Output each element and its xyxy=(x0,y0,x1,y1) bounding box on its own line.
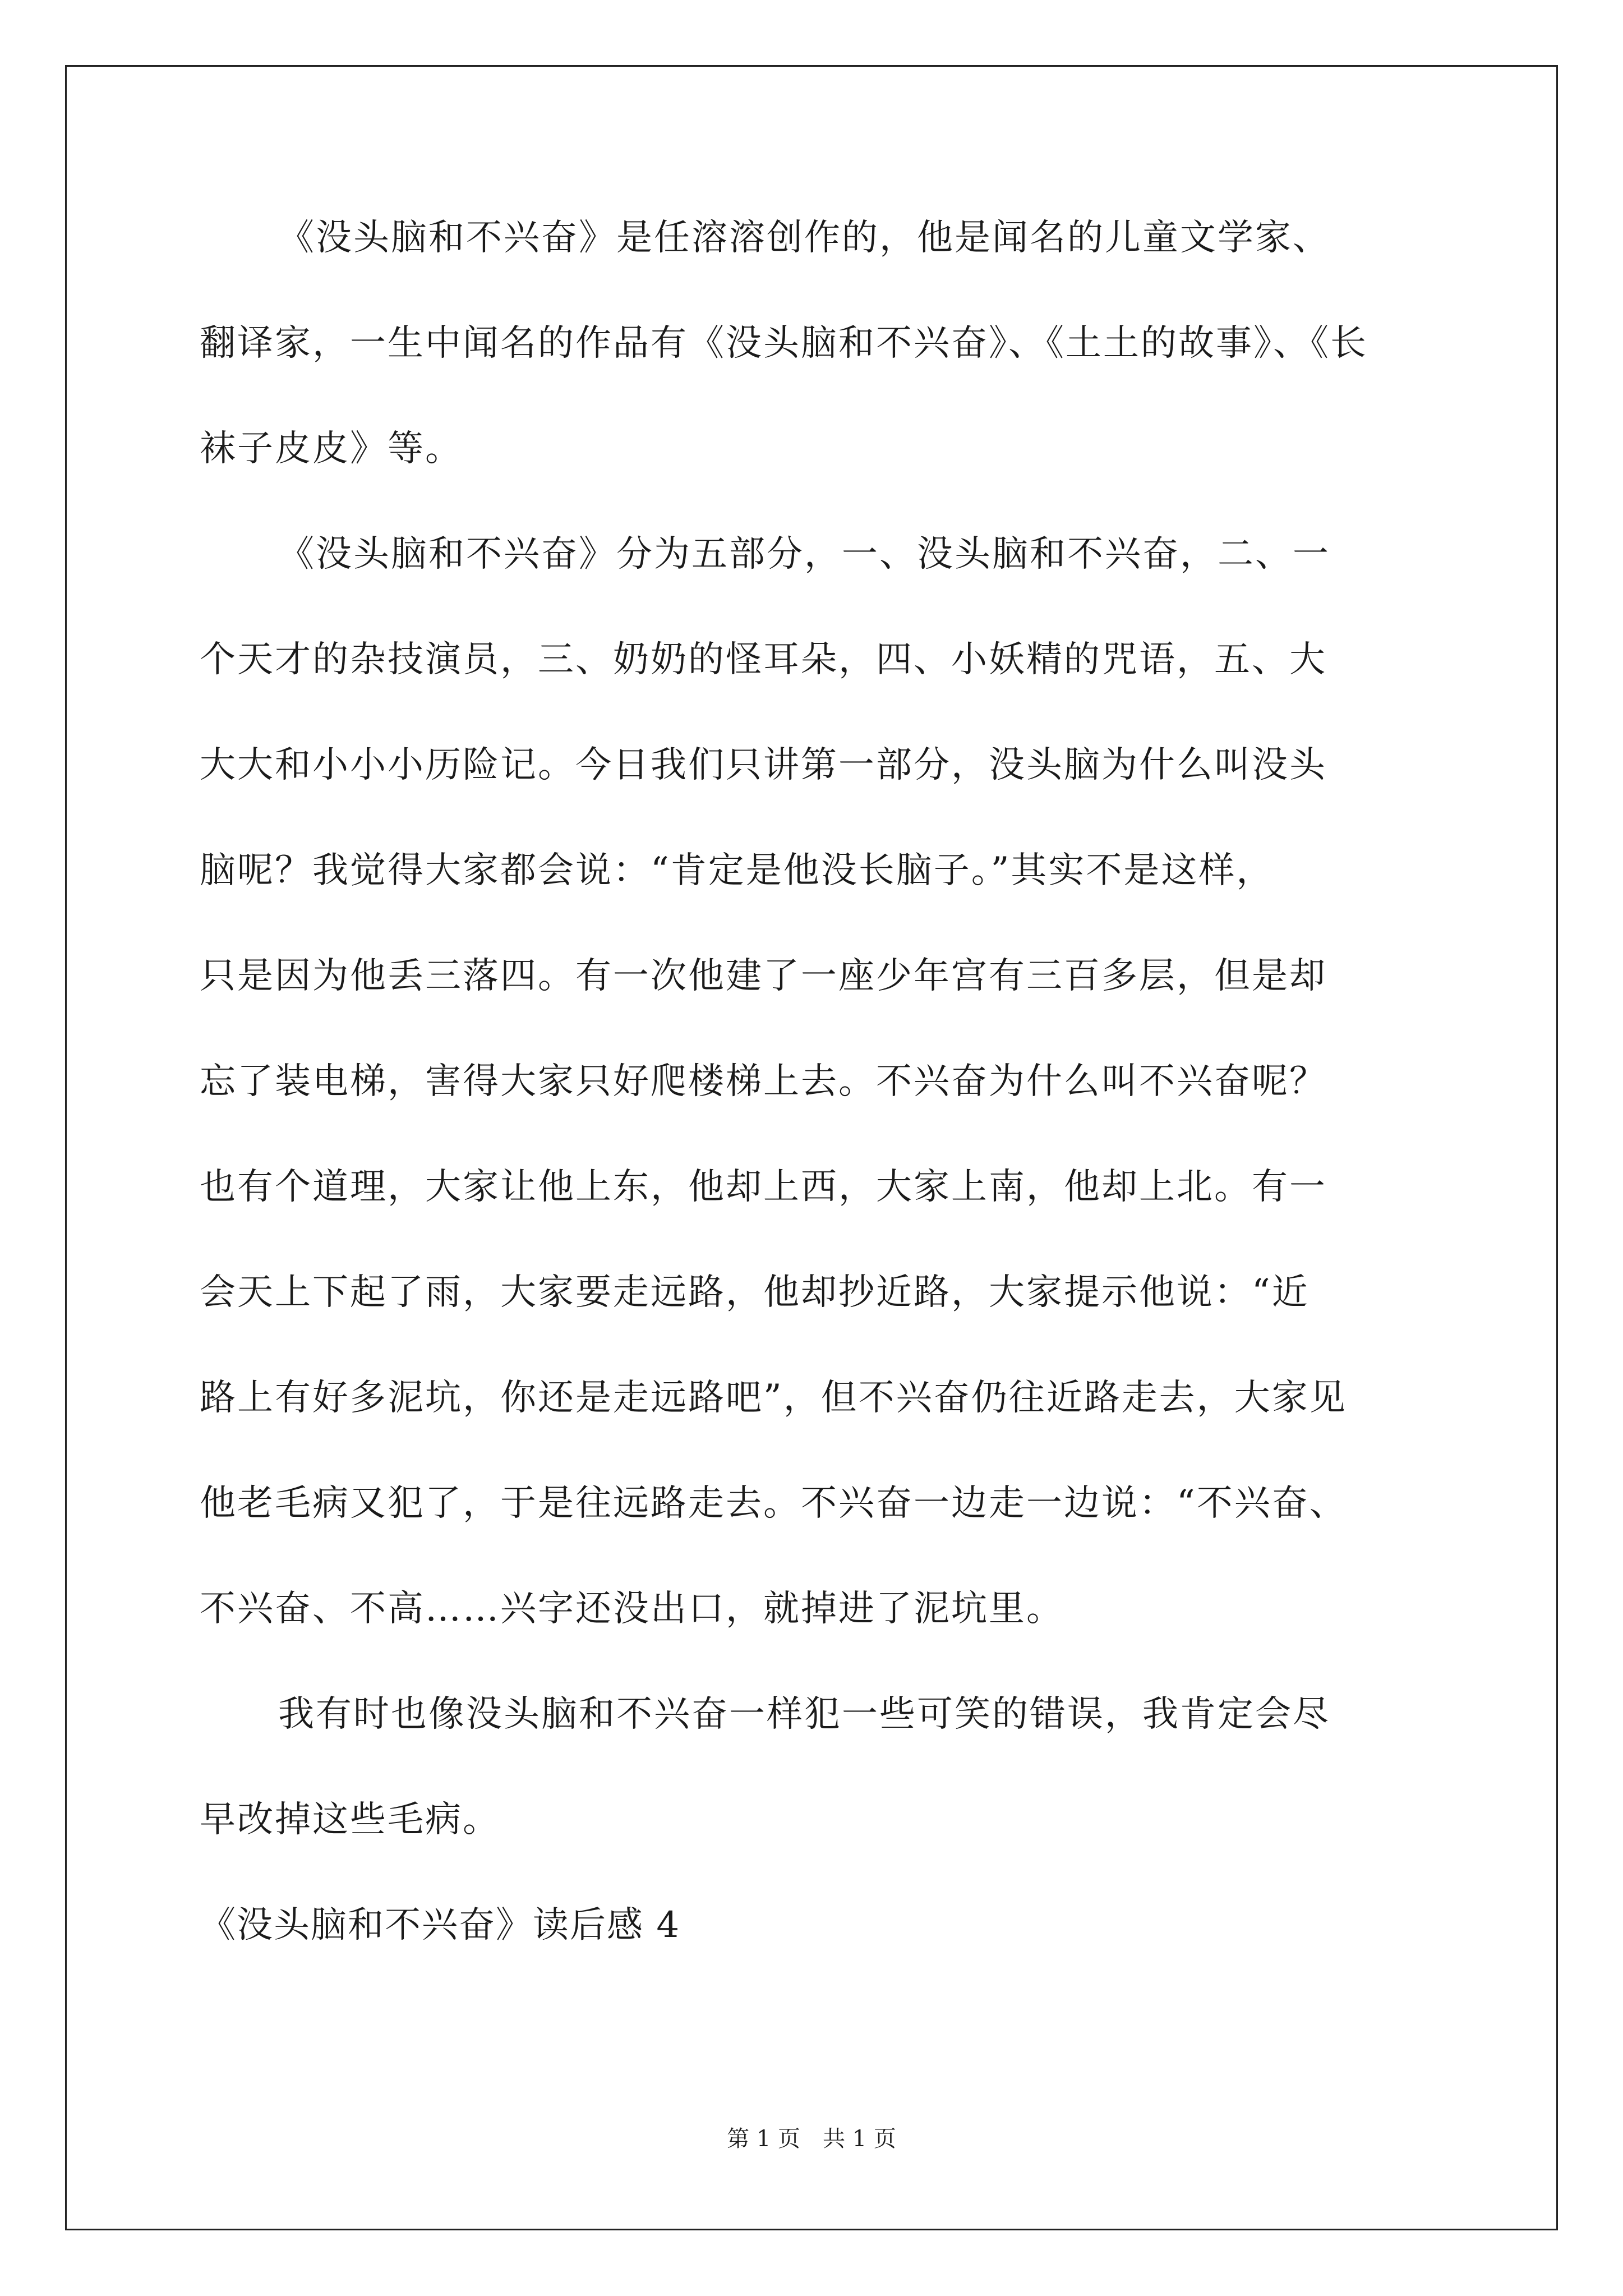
paragraph-line: 早改掉这些毛病。 xyxy=(200,1799,500,1841)
paragraph-line: 我有时也像没头脑和不兴奋一样犯一些可笑的错误，我肯定会尽 xyxy=(278,1694,1330,1735)
paragraph-1 xyxy=(200,219,1461,535)
page-footer xyxy=(0,2125,1623,2153)
paragraph-line: 大大和小小小历险记。今日我们只讲第一部分，没头脑为什么叫没头 xyxy=(200,744,1327,786)
document-body xyxy=(200,219,1461,2012)
paragraph-line: 《没头脑和不兴奋》分为五部分，一、没头脑和不兴奋，二、一 xyxy=(278,533,1330,575)
paragraph-2 xyxy=(200,535,1461,1695)
section-heading: 《没头脑和不兴奋》读后感 4 xyxy=(200,1904,681,1946)
paragraph-line: 路上有好多泥坑，你还是走远路吧”，但不兴奋仍往近路走去，大家见 xyxy=(200,1377,1347,1419)
paragraph-line: 脑呢？我觉得大家都会说：“肯定是他没长脑子。”其实不是这样， xyxy=(200,850,1274,891)
paragraph-line: 《没头脑和不兴奋》是任溶溶创作的，他是闻名的儿童文学家、 xyxy=(278,217,1330,259)
paragraph-line: 翻译家，一生中闻名的作品有《没头脑和不兴奋》、《土土的故事》、《长 xyxy=(200,323,1368,364)
paragraph-line: 不兴奋、不高……兴字还没出口，就掉进了泥坑里。 xyxy=(200,1588,1064,1630)
paragraph-line: 只是因为他丢三落四。有一次他建了一座少年宫有三百多层，但是却 xyxy=(200,955,1327,997)
paragraph-line: 会天上下起了雨，大家要走远路，他却抄近路，大家提示他说：“近 xyxy=(200,1272,1310,1313)
paragraph-line: 忘了装电梯，害得大家只好爬楼梯上去。不兴奋为什么叫不兴奋呢？ xyxy=(200,1061,1327,1102)
page-number-total: 共 1 页 xyxy=(823,2126,896,2152)
paragraph-line: 个天才的杂技演员，三、奶奶的怪耳朵，四、小妖精的咒语，五、大 xyxy=(200,639,1327,680)
paragraph-line: 袜子皮皮》等。 xyxy=(200,428,463,470)
paragraph-line: 他老毛病又犯了，于是往远路走去。不兴奋一边走一边说：“不兴奋、 xyxy=(200,1483,1347,1524)
paragraph-3 xyxy=(200,1695,1461,1906)
page-number-current: 第 1 页 xyxy=(727,2126,800,2152)
paragraph-line: 也有个道理，大家让他上东，他却上西，大家上南，他却上北。有一 xyxy=(200,1166,1327,1208)
